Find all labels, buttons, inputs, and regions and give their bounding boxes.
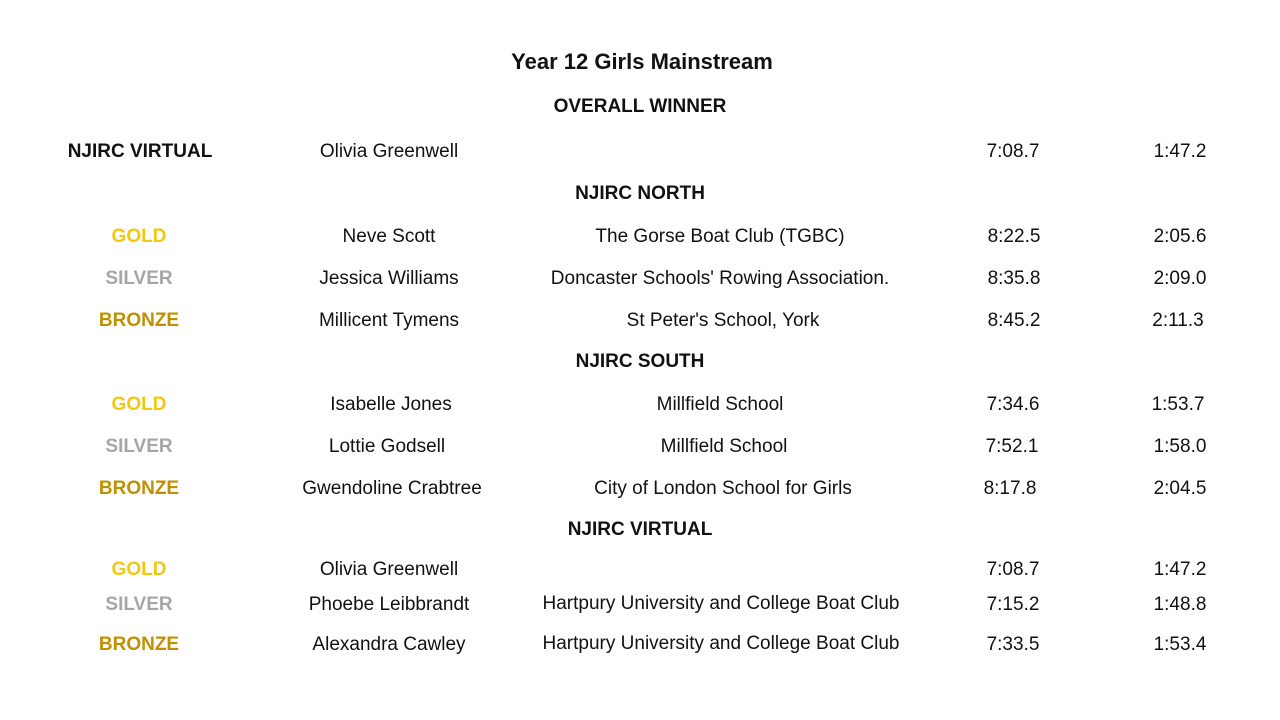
athlete-name: Jessica Williams: [319, 268, 459, 289]
split-time: 2:05.6: [1153, 226, 1207, 247]
medal-label-silver: SILVER: [105, 436, 173, 457]
finish-time: 7:15.2: [986, 594, 1040, 615]
section-heading-south: NJIRC SOUTH: [575, 351, 705, 372]
finish-time: 8:17.8: [983, 478, 1037, 499]
overall-winner-label: NJIRC VIRTUAL: [67, 141, 213, 162]
finish-time: 8:45.2: [987, 310, 1041, 331]
athlete-name: Olivia Greenwell: [319, 141, 459, 162]
athlete-name: Isabelle Jones: [330, 394, 452, 415]
overall-winner-heading: OVERALL WINNER: [553, 96, 727, 117]
finish-time: 7:52.1: [985, 436, 1039, 457]
split-time: 1:47.2: [1153, 141, 1207, 162]
athlete-name: Millicent Tymens: [318, 310, 460, 331]
athlete-name: Alexandra Cawley: [312, 634, 466, 655]
club-name: St Peter's School, York: [626, 310, 820, 331]
club-name: Doncaster Schools' Rowing Association.: [550, 268, 890, 289]
medal-label-bronze: BRONZE: [98, 634, 180, 655]
club-name: Millfield School: [656, 394, 784, 415]
section-heading-north: NJIRC NORTH: [575, 183, 705, 204]
medal-label-bronze: BRONZE: [98, 478, 180, 499]
medal-label-gold: GOLD: [111, 394, 167, 415]
athlete-name: Phoebe Leibbrandt: [308, 594, 470, 615]
finish-time: 8:35.8: [987, 268, 1041, 289]
split-time: 1:58.0: [1153, 436, 1207, 457]
finish-time: 7:08.7: [986, 559, 1040, 580]
club-name: Hartpury University and College Boat Club: [542, 593, 900, 614]
athlete-name: Neve Scott: [342, 226, 436, 247]
section-heading-virtual: NJIRC VIRTUAL: [567, 519, 713, 540]
split-time: 1:53.7: [1151, 394, 1205, 415]
athlete-name: Lottie Godsell: [328, 436, 446, 457]
split-time: 1:47.2: [1153, 559, 1207, 580]
split-time: 2:11.3: [1152, 310, 1204, 331]
finish-time: 7:34.6: [986, 394, 1040, 415]
medal-label-gold: GOLD: [111, 559, 167, 580]
finish-time: 8:22.5: [987, 226, 1041, 247]
split-time: 2:04.5: [1153, 478, 1207, 499]
finish-time: 7:33.5: [986, 634, 1040, 655]
split-time: 1:53.4: [1153, 634, 1207, 655]
athlete-name: Olivia Greenwell: [319, 559, 459, 580]
club-name: Millfield School: [660, 436, 788, 457]
split-time: 1:48.8: [1153, 594, 1207, 615]
club-name: City of London School for Girls: [594, 478, 852, 499]
medal-label-gold: GOLD: [111, 226, 167, 247]
finish-time: 7:08.7: [986, 141, 1040, 162]
club-name: Hartpury University and College Boat Club: [542, 633, 900, 654]
split-time: 2:09.0: [1153, 268, 1207, 289]
page-title: Year 12 Girls Mainstream: [511, 49, 773, 74]
club-name: The Gorse Boat Club (TGBC): [595, 226, 845, 247]
medal-label-silver: SILVER: [105, 594, 173, 615]
medal-label-silver: SILVER: [105, 268, 173, 289]
medal-label-bronze: BRONZE: [98, 310, 180, 331]
athlete-name: Gwendoline Crabtree: [302, 478, 482, 499]
